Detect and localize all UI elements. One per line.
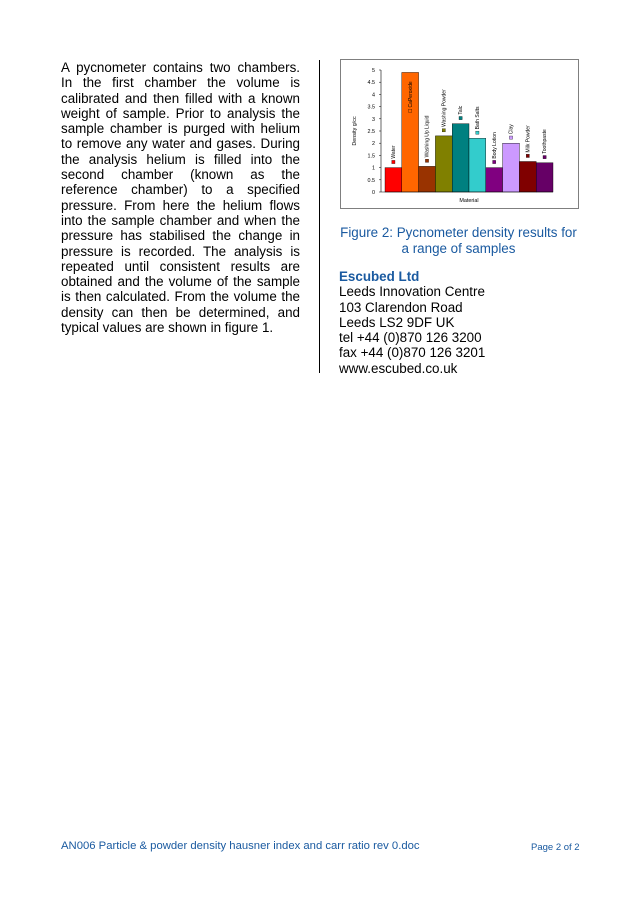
- bar-washing-up-liquid: [419, 166, 436, 192]
- caption-line-2: a range of samples: [401, 240, 516, 256]
- figure-caption: [338, 225, 579, 256]
- address-line-2: 103 Clarendon Road: [339, 299, 463, 315]
- bar-label: Talc: [458, 105, 465, 115]
- chart-svg: [341, 60, 578, 208]
- bar-key-square: [476, 131, 479, 134]
- y-tick-label: 3.5: [367, 104, 375, 111]
- company-name: Escubed Ltd: [339, 269, 420, 284]
- bar-label: Body Lotion: [491, 132, 498, 159]
- body-text-column: [61, 60, 300, 335]
- y-tick-label: 1: [372, 165, 375, 172]
- address-line-1: Leeds Innovation Centre: [339, 284, 485, 300]
- bar-washing-powder: [435, 136, 452, 192]
- bar-key-square: [425, 159, 428, 162]
- telephone: tel +44 (0)870 126 3200: [339, 330, 482, 346]
- y-tick-label: 0.5: [367, 177, 375, 184]
- bar-label: Milk Powder: [525, 125, 532, 153]
- bar-label: Toothpaste: [542, 129, 549, 154]
- bar-key-square: [543, 156, 546, 159]
- y-tick-label: 3: [372, 116, 375, 123]
- address-line-3: Leeds LS2 9DF UK: [339, 314, 455, 330]
- x-axis-label: Material: [459, 198, 479, 204]
- y-tick-label: 5: [372, 68, 375, 74]
- bar-label: Washing Up Liquid: [424, 115, 431, 158]
- y-tick-label: 0: [372, 190, 375, 196]
- bar-bath-salts: [469, 138, 486, 192]
- y-tick-label: 1.5: [367, 153, 375, 160]
- company-address-block: [339, 269, 589, 376]
- y-axis-label: Density g/cc: [352, 116, 358, 146]
- bar-key-square: [526, 154, 529, 157]
- bar-label: Washing Powder: [441, 89, 448, 127]
- bar-label: Water: [391, 145, 397, 159]
- fax: fax +44 (0)870 126 3201: [339, 345, 486, 361]
- density-bar-chart: [340, 59, 579, 209]
- y-tick-label: 4.5: [367, 80, 375, 87]
- website-link[interactable]: www.escubed.co.uk: [339, 360, 458, 376]
- bar-talc: [452, 124, 469, 192]
- column-divider: [319, 60, 320, 373]
- bar-key-square: [409, 109, 412, 112]
- bar-label: Bath Salts: [475, 106, 481, 130]
- y-tick-label: 2: [372, 141, 375, 148]
- y-tick-label: 2.5: [367, 129, 375, 135]
- bar-water: [385, 168, 402, 192]
- caption-line-1: Figure 2: Pycnometer density results for: [340, 225, 577, 240]
- bar-toothpaste: [536, 163, 553, 192]
- bar-label: CaPeroxide: [407, 81, 414, 108]
- bar-key-square: [493, 160, 496, 163]
- bar-key-square: [442, 129, 445, 132]
- body-paragraph: A pycnometer contains two chambers. In the first chamber the volume is calibrated and then filled with a known weight of sample. Prior to analysis the sample chamber is purged with helium to remove any water and gases. During the analysis helium is filled into the second chamber (known as the reference chamber) to a specified pressure. From here the helium flows into the sample chamber and when the pressure has stabilised the change in pressure is recorded. The analysis is repeated until consistent results are obtained and the volume of the sample is then calculated. From the volume the density can then be determined, and typical values are shown in figure 1.: [61, 60, 300, 336]
- bar-label: Clay: [508, 124, 515, 135]
- bar-body-lotion: [486, 168, 503, 192]
- bar-key-square: [392, 160, 395, 163]
- y-tick-label: 4: [372, 92, 375, 99]
- bar-clay: [503, 143, 520, 192]
- bar-milk-powder: [519, 162, 536, 193]
- footer-page-number: Page 2 of 2: [531, 842, 580, 853]
- bar-key-square: [509, 136, 512, 139]
- bar-key-square: [459, 116, 462, 119]
- footer-document-name: AN006 Particle & powder density hausner index and carr ratio rev 0.doc: [61, 840, 420, 852]
